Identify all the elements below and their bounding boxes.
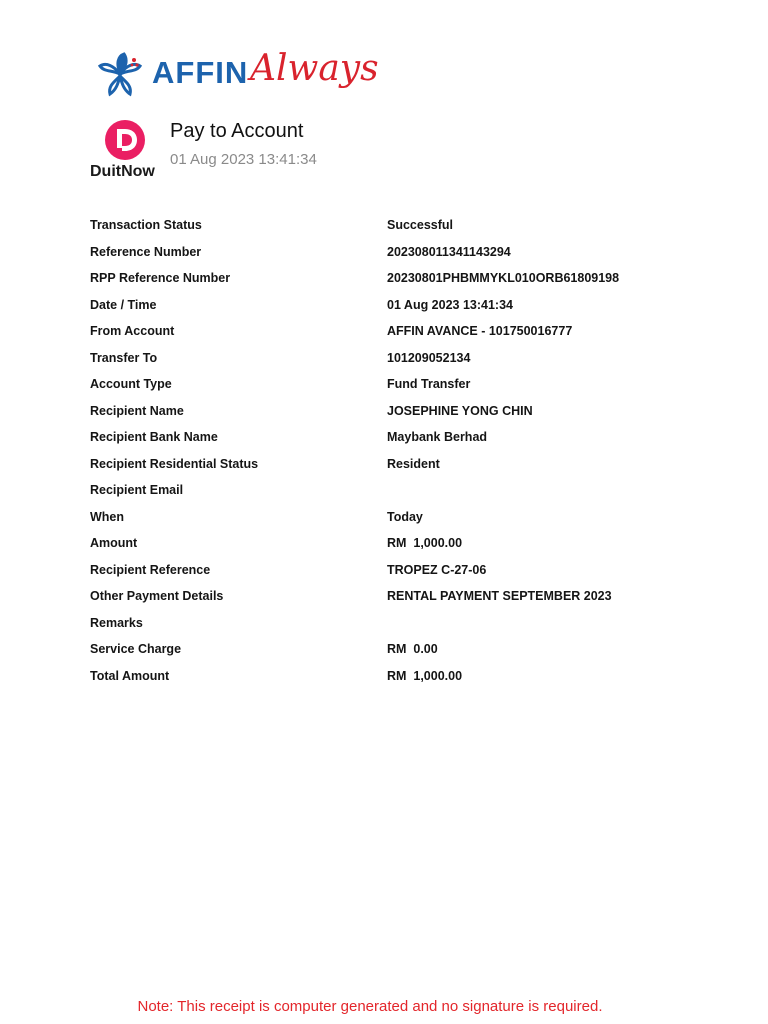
detail-value: RM 1,000.00 <box>387 536 463 550</box>
detail-value: Today <box>387 509 423 524</box>
detail-row <box>90 583 690 610</box>
detail-row <box>90 371 690 398</box>
detail-label: Reference Number <box>90 244 202 259</box>
detail-label: Recipient Email <box>90 483 184 497</box>
brand-name: AFFIN <box>152 55 249 90</box>
detail-label: Recipient Residential Status <box>90 456 259 471</box>
detail-row <box>90 345 690 372</box>
detail-label: Amount <box>90 536 138 550</box>
detail-label: Total Amount <box>90 668 170 683</box>
detail-label: RPP Reference Number <box>90 271 231 285</box>
detail-row <box>90 610 690 637</box>
detail-row <box>90 265 690 292</box>
affin-always-logo <box>96 48 379 104</box>
duitnow-logo <box>88 118 162 184</box>
detail-row <box>90 663 690 690</box>
detail-row <box>90 530 690 557</box>
detail-row <box>90 318 690 345</box>
detail-label: From Account <box>90 324 175 338</box>
detail-label: Remarks <box>90 615 143 630</box>
duitnow-d-icon <box>88 118 162 162</box>
detail-value: 01 Aug 2023 13:41:34 <box>387 297 514 312</box>
detail-value: Successful <box>387 218 454 232</box>
detail-label: Transaction Status <box>90 218 202 232</box>
detail-row <box>90 398 690 425</box>
page-title: Pay to Account <box>170 120 304 142</box>
detail-value: Maybank Berhad <box>387 430 488 444</box>
detail-row <box>90 451 690 478</box>
detail-value: 20230801PHBMMYKL010ORB61809198 <box>387 271 620 285</box>
detail-value: Fund Transfer <box>387 377 471 391</box>
detail-label: Other Payment Details <box>90 589 224 603</box>
transaction-details <box>90 212 690 689</box>
brand-tagline: Always <box>250 48 379 89</box>
detail-row <box>90 239 690 266</box>
detail-value: 202308011341143294 <box>387 244 511 259</box>
detail-row <box>90 424 690 451</box>
detail-row <box>90 477 690 504</box>
receipt-note: Note: This receipt is computer generated and no signature is required. <box>137 998 603 1015</box>
detail-value: AFFIN AVANCE - 101750016777 <box>387 324 573 338</box>
detail-label: Recipient Reference <box>90 562 211 577</box>
detail-label: Service Charge <box>90 642 182 656</box>
detail-value: 101209052134 <box>387 350 471 365</box>
detail-value: RM 0.00 <box>387 642 438 656</box>
detail-value: JOSEPHINE YONG CHIN <box>387 403 533 418</box>
detail-row <box>90 292 690 319</box>
detail-value: TROPEZ C-27-06 <box>387 562 487 577</box>
detail-label: When <box>90 509 125 524</box>
duitnow-label: DuitNow <box>90 163 155 180</box>
detail-value: RM 1,000.00 <box>387 668 463 683</box>
detail-label: Account Type <box>90 377 172 391</box>
detail-label: Recipient Name <box>90 403 184 418</box>
detail-label: Recipient Bank Name <box>90 430 218 444</box>
detail-label: Transfer To <box>90 350 158 365</box>
detail-row <box>90 212 690 239</box>
detail-row <box>90 636 690 663</box>
detail-label: Date / Time <box>90 297 157 312</box>
detail-value: Resident <box>387 456 440 471</box>
detail-row <box>90 504 690 531</box>
detail-row <box>90 557 690 584</box>
detail-value: RENTAL PAYMENT SEPTEMBER 2023 <box>387 589 612 603</box>
transaction-datetime: 01 Aug 2023 13:41:34 <box>170 151 317 168</box>
